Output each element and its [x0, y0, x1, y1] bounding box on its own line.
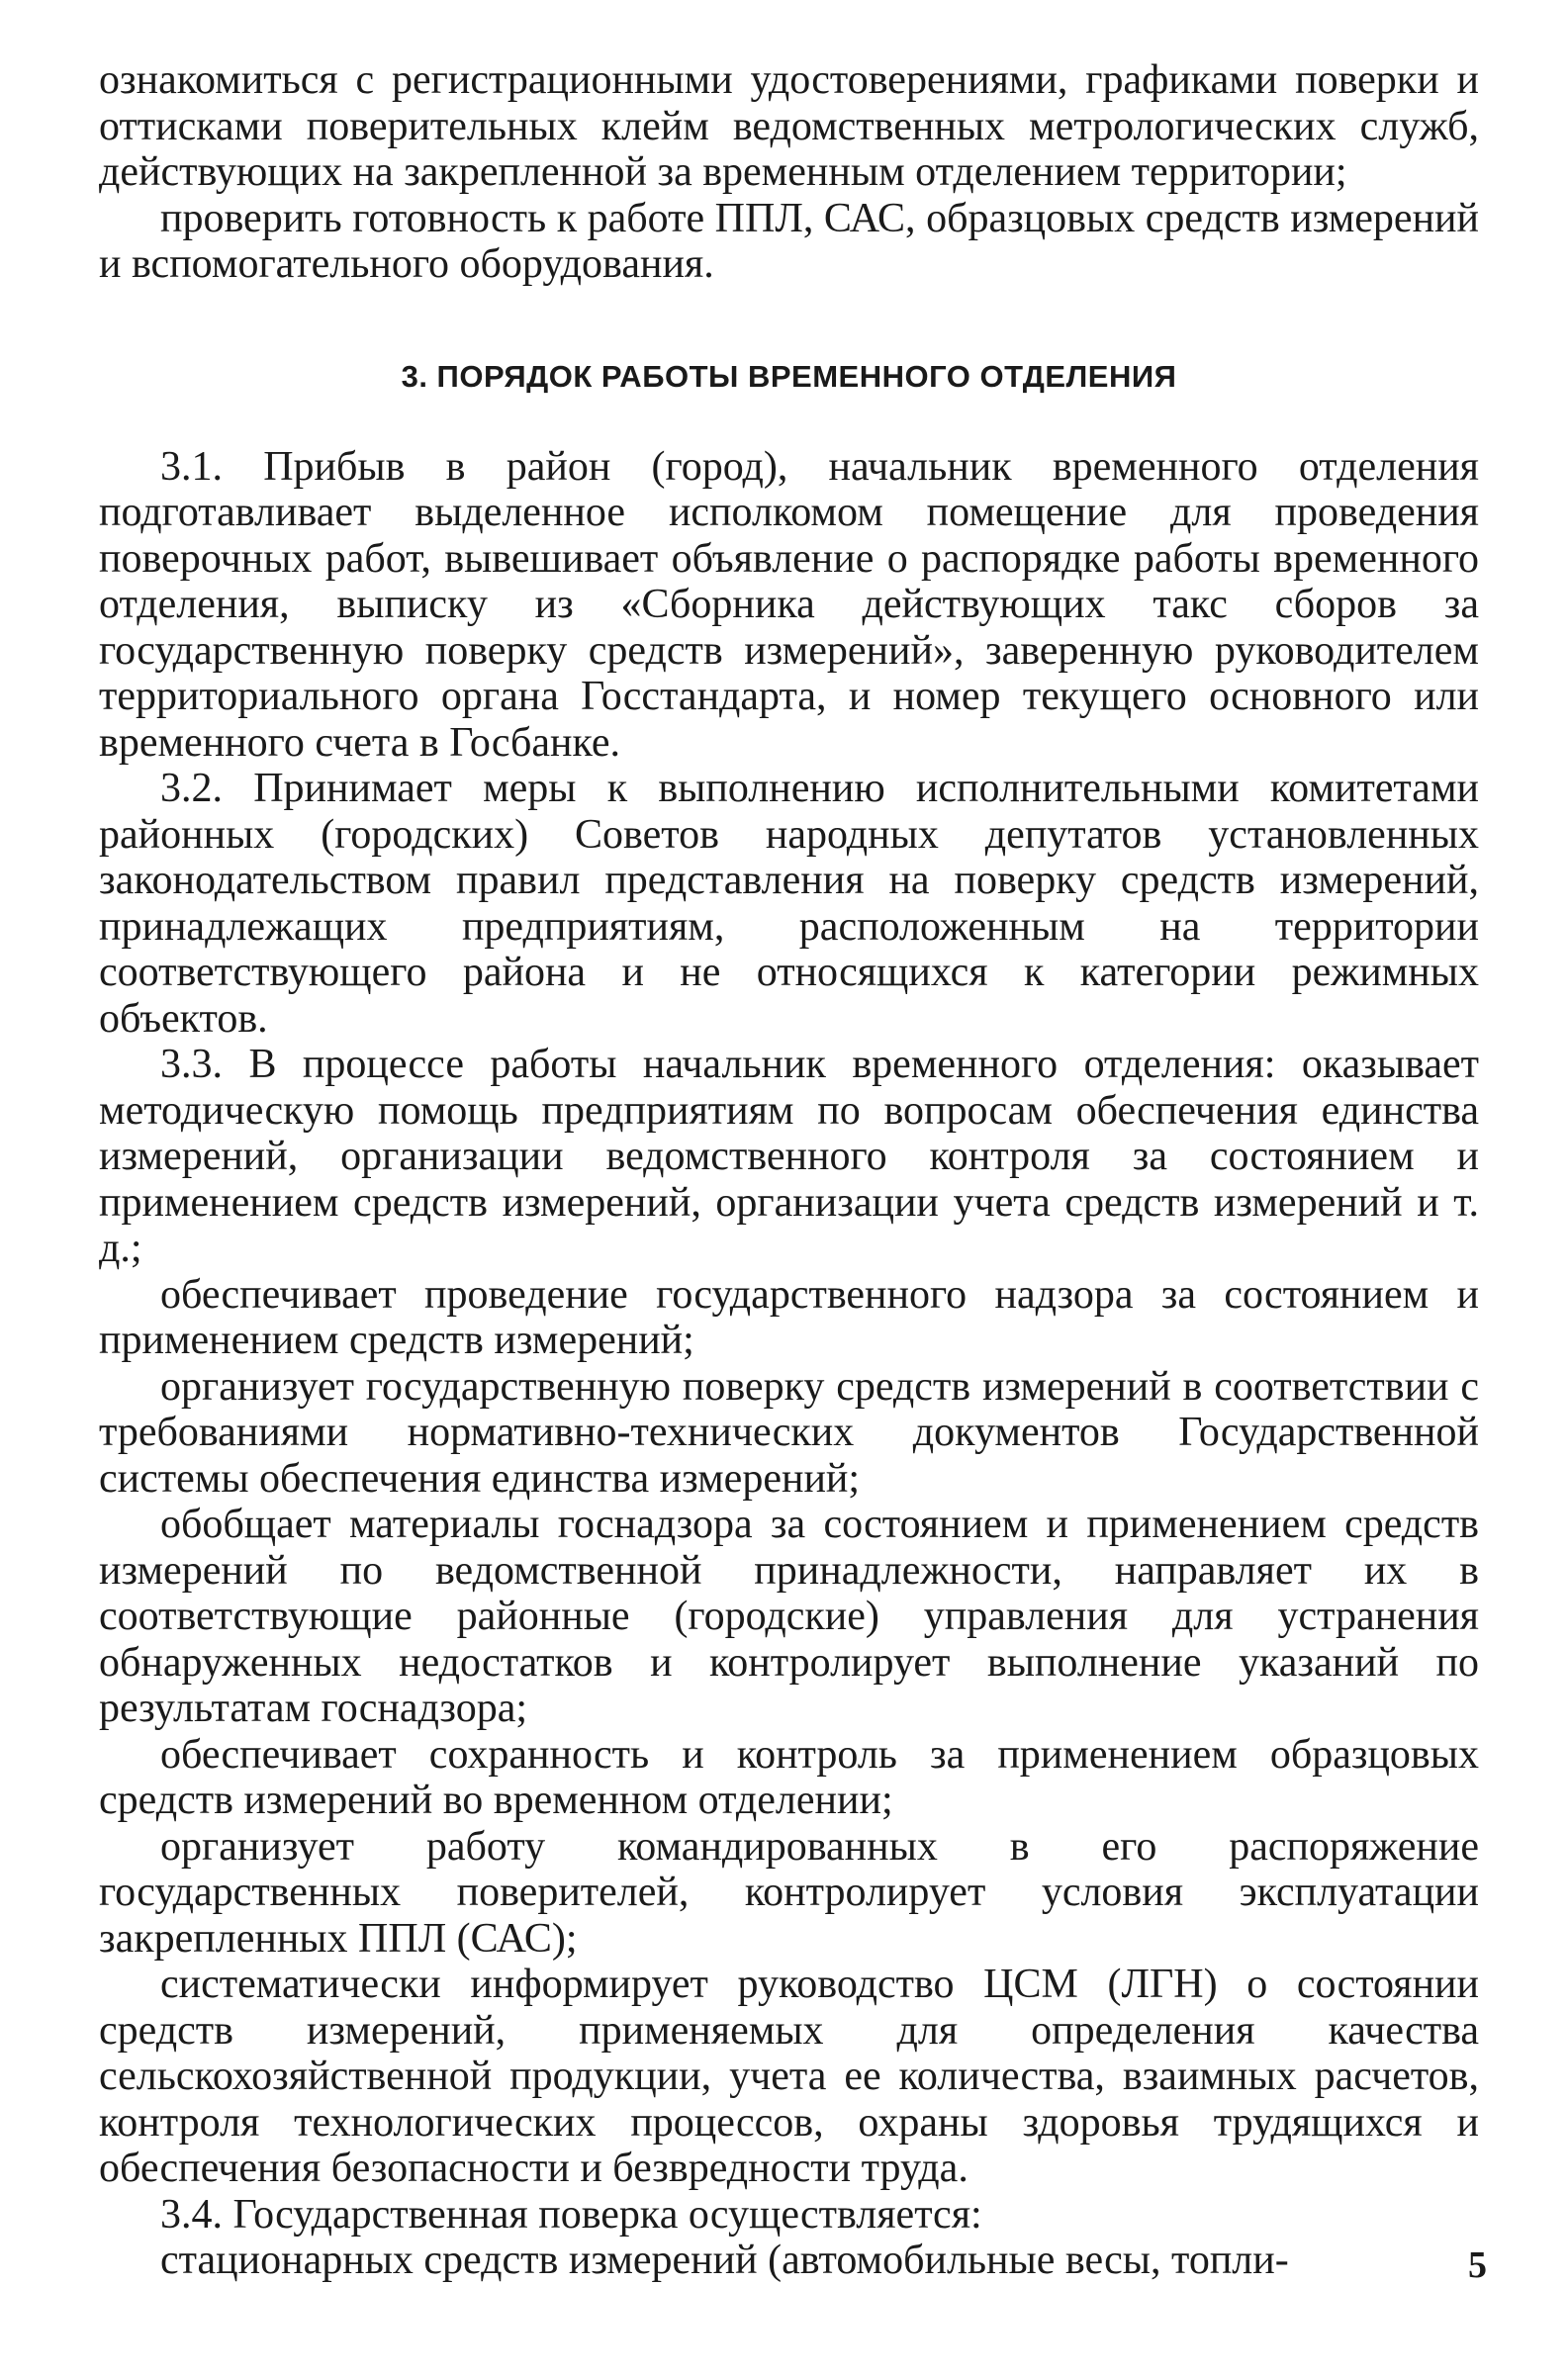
list-item-stationary: стационарных средств измерений (автомобильные весы, топли- — [160, 2238, 1289, 2283]
paragraph-3-3: 3.3. В процессе работы начальник временного отделения: оказывает методическую помощь предприятиям по вопросам обеспечения единства измерений, организации ведомственного контроля за состоянием и применением средств измерений, организации учета средств измерений и т. д.; — [99, 1042, 1479, 1271]
document-page — [99, 57, 1479, 2284]
paragraph-3-4: 3.4. Государственная поверка осуществляется: — [160, 2191, 982, 2238]
list-item-safekeeping: обеспечивает сохранность и контроль за применением образцовых средств измерений во временном отделении; — [99, 1731, 1479, 1823]
list-item-verification: организует государственную поверку средств измерений в соответствии с требованиями нормативно-технических документов Государственной системы обеспечения единства измерений; — [99, 1363, 1479, 1502]
list-item-supervision: обеспечивает проведение государственного надзора за состоянием и применением средств измерений; — [99, 1271, 1479, 1363]
section-heading: 3. ПОРЯДОК РАБОТЫ ВРЕМЕННОГО ОТДЕЛЕНИЯ — [401, 358, 1177, 394]
paragraph-3-2: 3.2. Принимает меры к выполнению исполнительными комитетами районных (городских) Советов народных депутатов установленных законодательством правил представления на поверку средств измерений, принадлежащих предприятиям, расположенным на территории соответствующего района и не относящихся к категории режимных объектов. — [99, 766, 1479, 1042]
list-item-organize-work: организует работу командированных в его распоряжение государственных поверителей, контролирует условия эксплуатации закрепленных ППЛ (САС); — [99, 1823, 1479, 1962]
paragraph-3-1: 3.1. Прибыв в район (город), начальник временного отделения подготавливает выделенное исполкомом помещение для проведения поверочных работ, вывешивает объявление о распорядке работы временного отделения, выписку из «Сборника действующих такс сборов за государственную поверку средств измерений», заверенную руководителем территориального органа Госстандарта, и номер текущего основного или временного счета в Госбанке. — [99, 443, 1479, 766]
page-number: 5 — [1468, 2244, 1487, 2286]
list-item-summarize: обобщает материалы госнадзора за состоянием и применением средств измерений по ведомственной принадлежности, направляет их в соответствующие районные (городские) управления для устранения обнаруженных недостатков и контролирует выполнение указаний по результатам госнадзора; — [99, 1502, 1479, 1731]
paragraph-check-readiness: проверить готовность к работе ППЛ, САС, образцовых средств измерений и вспомогательного оборудования. — [99, 195, 1479, 287]
paragraph-intro-continued: ознакомиться с регистрационными удостоверениями, графиками поверки и оттисками поверительных клейм ведомственных метрологических служб, действующих на закрепленной за временным отделением территории; — [99, 57, 1479, 195]
list-item-inform: систематически информирует руководство ЦСМ (ЛГН) о состоянии средств измерений, применяемых для определения качества сельскохозяйственной продукции, учета ее количества, взаимных расчетов, контроля технологических процессов, охраны здоровья трудящихся и обеспечения безопасности и безвредности труда. — [99, 1962, 1479, 2191]
